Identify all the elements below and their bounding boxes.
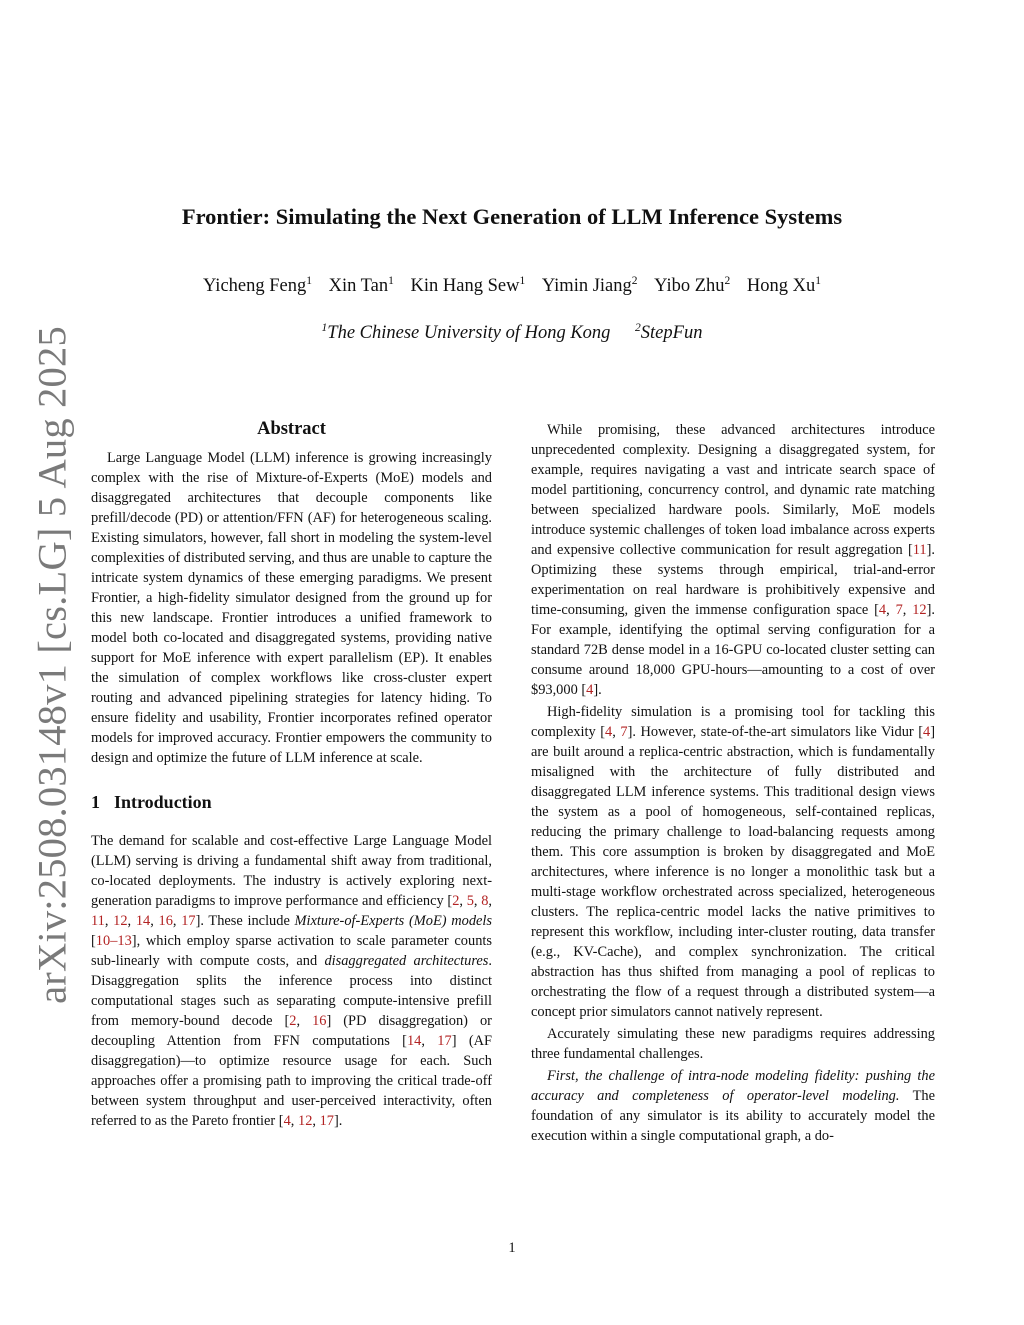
citation-link[interactable]: 16: [158, 913, 173, 929]
citation-link[interactable]: 4: [283, 1113, 291, 1129]
citation-link[interactable]: 4: [586, 682, 594, 698]
citation-link[interactable]: 14: [135, 913, 151, 929]
affiliation-list: [0, 323, 1024, 344]
author-list: [0, 276, 1024, 297]
author: Yibo Zhu$^2$: [654, 274, 731, 296]
citation-link[interactable]: 12: [298, 1113, 313, 1129]
citation-link[interactable]: 14: [406, 1033, 422, 1049]
body-paragraph: High-fidelity simulation is a promising tool for tackling this complexity [4, 7]. However, state-of-the-art simulators like Vidur [4] are built around a replica-centric abstraction, which is fundamentally misaligned with the architecture of fully distributed and disaggregated LLM inference systems. This traditional design views the system as a pool of homogeneous, self-contained replicas, reducing the primary challenge to load-balancing requests among them. This core assumption is broken by disaggregated and MoE architectures, where inference is no longer a monolithic task but a multi-stage workflow orchestrated across specialized, heterogeneous clusters. The replica-centric model lacks the native primitives to represent this workflow, including inter-cluster routing, data transfer (e.g., KV-Cache), and complex synchronization. The critical abstraction has thus shifted from managing a pool of replicas to orchestrating the flow of a request through a distributed system—a concept prior simulators cannot natively represent.: [531, 704, 935, 1020]
section-title: Introduction: [114, 792, 212, 812]
affiliation: $^1$The Chinese University of Hong Kong: [321, 321, 611, 343]
intro-paragraph: The demand for scalable and cost-effective Large Language Model (LLM) serving is driving a fundamental shift away from traditional, co-located deployments. The industry is actively exploring next-generation paradigms to improve performance and efficiency [2, 5, 8, 11, 12, 14, 16, 17]. These include Mixture-of-Experts (MoE) models [10–13], which employ sparse activation to scale parameter counts sub-linearly with compute costs, and disaggregated architectures. Disaggregation splits the inference process into distinct computational stages such as separating compute-intensive prefill from memory-bound decode [2, 16] (PD disaggregation) or decoupling Attention from FFN computations [14, 17] (AF disaggregation)—to optimize resource usage for each. Such approaches offer a promising path to improving the critical trade-off between system throughput and user-perceived interactivity, often referred to as the Pareto frontier [4, 12, 17].: [91, 833, 493, 1129]
citation-link[interactable]: 17: [437, 1033, 452, 1049]
citation-link[interactable]: 12: [113, 913, 128, 929]
author: Yicheng Feng$^1$: [202, 274, 312, 296]
emphasis-text: disaggregated architectures: [324, 953, 489, 969]
body-paragraph: First, the challenge of intra-node modeling fidelity: pushing the accuracy and completeness of operator-level modeling. The foundation of any simulator is its ability to accurately model the execution within a single computational graph, a do-: [531, 1068, 935, 1144]
section-number: 1: [91, 792, 100, 812]
section-heading: [91, 792, 492, 813]
author: Yimin Jiang$^2$: [541, 274, 638, 296]
abstract-text: Large Language Model (LLM) inference is growing increasingly complex with the rise of Mixture-of-Experts (MoE) models and disaggregated architectures that decouple components like prefill/decode (PD) or attention/FFN (AF) for heterogeneous scaling. Existing simulators, however, fall short in modeling the system-level complexities of distributed serving, and thus are unable to capture the intricate system dynamics of these emerging paradigms. We present Frontier, a high-fidelity simulator designed from the ground up for this new landscape. Frontier introduces a unified framework to model both co-located and disaggregated systems, providing native support for MoE inference with expert parallelism (EP). It enables the simulation of complex workflows like cross-cluster expert routing and advanced pipelining strategies for latency hiding. To ensure fidelity and usability, Frontier incorporates refined operator models for improved accuracy. Frontier empowers the community to design and optimize the future of LLM inference at scale.: [91, 450, 492, 766]
citation-link[interactable]: 5: [466, 893, 474, 909]
citation-link[interactable]: 12: [912, 602, 927, 618]
page-number: 1: [508, 1240, 516, 1256]
author: Hong Xu$^1$: [746, 274, 822, 296]
citation-link[interactable]: 4: [878, 602, 887, 618]
right-column: [531, 420, 935, 1146]
citation-link[interactable]: 10–13: [95, 933, 132, 949]
citation-link[interactable]: 11: [912, 542, 927, 558]
citation-link[interactable]: 16: [312, 1013, 327, 1029]
author: Xin Tan$^1$: [328, 274, 394, 296]
citation-link[interactable]: 7: [895, 602, 903, 618]
abstract-heading: Abstract: [257, 419, 326, 439]
body-paragraph: While promising, these advanced architectures introduce unprecedented complexity. Designing a disaggregated system, for example, requires navigating a vast and intricate search space of model partitioning, concurrency control, and dynamic rate matching between specialized hardware pools. Similarly, MoE models introduce systemic challenges of token load imbalance across experts and expensive collective communication for result aggregation [11]. Optimizing these systems through empirical, trial-and-error experimentation on real hardware is prohibitively expensive and time-consuming, given the immense configuration space [4, 7, 12]. For example, identifying the optimal serving configuration for a standard 72B dense model in a 16-GPU co-located cluster setting can consume around 18,000 GPU-hours—amounting to a cost of over $93,000 [4].: [531, 422, 935, 698]
citation-link[interactable]: 7: [620, 724, 628, 740]
affiliation: $^2$StepFun: [635, 321, 703, 343]
citation-link[interactable]: 4: [923, 724, 931, 740]
citation-link[interactable]: 2: [452, 893, 460, 909]
citation-link[interactable]: 17: [319, 1113, 334, 1129]
citation-link[interactable]: 11: [91, 913, 105, 929]
author: Kin Hang Sew$^1$: [410, 274, 526, 296]
citation-link[interactable]: 4: [605, 724, 613, 740]
citation-link[interactable]: 8: [481, 893, 489, 909]
paper-title: Frontier: Simulating the Next Generation of LLM Inference Systems: [181, 204, 843, 229]
citation-link[interactable]: 2: [289, 1013, 297, 1029]
emphasis-text: First, the challenge of intra-node modeling fidelity: pushing the accuracy and completeness of operator-level modeling.: [531, 1068, 935, 1104]
arxiv-identifier: arXiv:2508.03148v1 [cs.LG] 5 Aug 2025: [29, 326, 75, 1004]
citation-link[interactable]: 17: [181, 913, 196, 929]
emphasis-text: Mixture-of-Experts (MoE) models: [294, 913, 492, 929]
left-column: [91, 419, 492, 1131]
body-paragraph: Accurately simulating these new paradigms requires addressing three fundamental challenges.: [531, 1026, 935, 1062]
